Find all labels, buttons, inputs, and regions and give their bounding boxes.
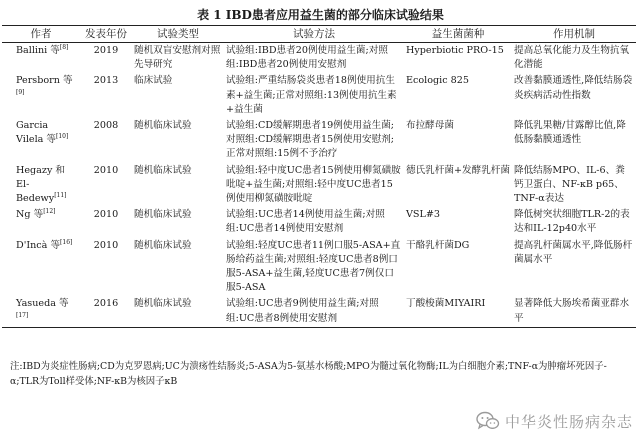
method-cell: 试验组:严重结肠袋炎患者18例使用抗生素+益生菌;正常对照组:13例使用抗生素+益生菌	[226, 75, 397, 115]
trial-type-cell: 临床试验	[134, 75, 173, 87]
year-cell: 2010	[93, 164, 119, 176]
method-cell: 试验组:UC患者14例使用益生菌;对照组:UC患者14例使用安慰剂	[226, 209, 385, 235]
reference-mark: [8]	[59, 44, 69, 51]
year-cell: 2010	[93, 239, 119, 251]
strain-cell: Hyperbiotic PRO-15	[406, 45, 504, 56]
strain-cell: 丁酸梭菌MIYAIRI	[404, 296, 512, 327]
author-cell: Hegazy 和 El-Bedewy[11]	[16, 164, 67, 205]
reference-mark: [16]	[60, 238, 73, 246]
strain-cell: 布拉酵母菌	[406, 120, 454, 132]
year-cell: 2008	[93, 120, 119, 132]
method-cell: 试验组:轻中度UC患者15例使用柳氮磺胺吡啶+益生菌;对照组:轻中度UC患者15例使用柳氮磺胺吡啶	[226, 164, 401, 205]
wechat-icon	[476, 411, 500, 431]
mechanism-cell: 改善黏膜通透性,降低结肠袋炎疾病活动性指数	[514, 75, 633, 101]
author-cell: Ballini 等[8]	[16, 44, 69, 56]
trial-type-cell: 随机双盲安慰剂对照先导研究	[134, 45, 221, 71]
table-title: 表 1 IBD患者应用益生菌的部分临床试验结果	[197, 8, 444, 22]
trial-type-cell: 随机临床试验	[134, 239, 192, 251]
strain-cell: VSL#3	[406, 209, 441, 221]
reference-mark: [12]	[43, 208, 56, 216]
author-cell: Ng 等[12]	[16, 208, 56, 221]
mechanism-cell: 降低结肠MPO、IL-6、粪钙卫蛋白、NF-κB p65、TNF-α表达	[514, 164, 625, 205]
author-cell: Garcia Vilela 等[10]	[16, 120, 69, 146]
trial-type-cell: 随机临床试验	[132, 296, 224, 327]
author-cell: Persborn 等[9]	[16, 75, 73, 96]
table-row	[2, 163, 636, 208]
table-footnote: 注:IBD为炎症性肠病;CD为克罗恩病;UC为溃疡性结肠炎;5-ASA为5-氨基水杨酸;MPO为髓过氧化物酶;IL为白细胞介素;TNF-α为肿瘤坏死因子-α;TLR为Toll样受体;NF-κB为核因子κB	[10, 361, 607, 387]
strain-cell: 德氏乳杆菌+发酵乳杆菌	[406, 164, 510, 176]
table-header-row	[2, 26, 636, 43]
clinical-trials-table	[2, 25, 636, 328]
header-author: 作者	[2, 26, 80, 43]
trial-type-cell: 随机临床试验	[134, 120, 192, 132]
author-cell: D'Incà 等[16]	[16, 238, 73, 251]
watermark-text: 中华炎性肠病杂志	[505, 412, 634, 431]
header-trial-type: 试验类型	[132, 26, 224, 43]
method-cell: 试验组:CD缓解期患者19例使用益生菌;对照组:CD缓解期患者15例使用安慰剂;正常对照组:15例不予治疗	[226, 120, 395, 160]
table-row	[2, 296, 636, 327]
mechanism-cell: 提高总氧化能力及生物抗氧化潜能	[514, 45, 630, 71]
table-row	[2, 207, 636, 237]
reference-mark: [10]	[56, 133, 69, 141]
year-cell: 2013	[93, 75, 119, 87]
reference-mark: [11]	[54, 192, 67, 200]
strain-cell: Ecologic 825	[406, 75, 469, 87]
method-cell: 试验组:轻度UC患者11例口服5-ASA+直肠给药益生菌;对照组:轻度UC患者8例口服5-ASA+益生菌,轻度UC患者7例仅口服5-ASA	[226, 239, 401, 294]
mechanism-cell: 提高乳杆菌属水平,降低肠杆菌属水平	[514, 239, 633, 265]
header-method: 试验方法	[224, 26, 404, 43]
header-mechanism: 作用机制	[512, 26, 636, 43]
table-row	[2, 43, 636, 74]
trial-type-cell: 随机临床试验	[134, 209, 192, 221]
reference-mark: [17]	[16, 311, 29, 319]
year-cell: 2019	[93, 45, 119, 56]
header-strain: 益生菌菌种	[404, 26, 512, 43]
reference-mark: [9]	[16, 88, 25, 96]
trial-type-cell: 随机临床试验	[134, 164, 192, 176]
strain-cell: 干酪乳杆菌DG	[406, 239, 470, 251]
table-row	[2, 238, 636, 297]
method-cell: 试验组:UC患者9例使用益生菌;对照组:UC患者8例使用安慰剂	[224, 296, 404, 327]
mechanism-cell: 降低树突状细胞TLR-2的表达和IL-12p40水平	[514, 209, 630, 235]
table-row	[2, 73, 636, 118]
year-cell: 2010	[93, 209, 119, 221]
method-cell: 试验组:IBD患者20例使用益生菌;对照组:IBD患者20例使用安慰剂	[226, 45, 388, 71]
year-cell: 2016	[80, 296, 132, 327]
watermark	[476, 408, 633, 434]
mechanism-cell: 降低乳果糖/甘露醇比值,降低肠黏膜通透性	[514, 120, 626, 146]
author-cell: Yasueda 等[17]	[2, 296, 80, 327]
table-row	[2, 118, 636, 163]
mechanism-cell: 显著降低大肠埃希菌亚群水平	[512, 296, 636, 327]
header-year: 发表年份	[80, 26, 132, 43]
